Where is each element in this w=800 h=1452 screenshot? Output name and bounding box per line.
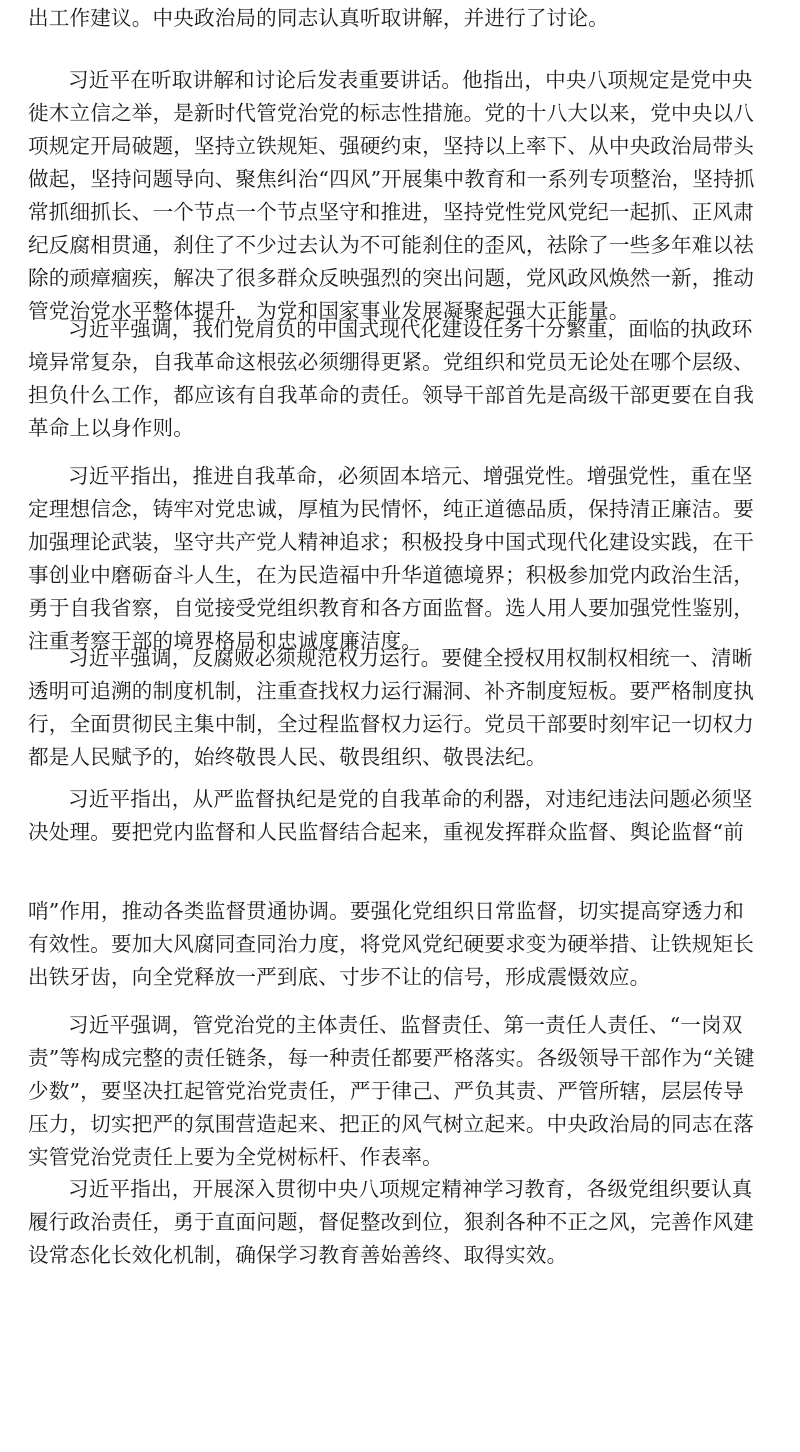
text-line: 习近平指出，从严监督执纪是党的自我革命的利器，对违纪违法问题必须坚: [68, 787, 753, 811]
text-line: 纪反腐相贯通，刹住了不少过去认为不可能刹住的歪风，祛除了一些多年难以祛: [28, 233, 755, 257]
text-line: 习近平在听取讲解和讨论后发表重要讲话。他指出，中央八项规定是党中央: [68, 68, 753, 92]
text-line: 除的顽瘴痼疾，解决了很多群众反映强烈的突出问题，党风政风焕然一新，推动: [28, 266, 755, 290]
text-line: 习近平指出，开展深入贯彻中央八项规定精神学习教育，各级党组织要认真: [68, 1177, 753, 1201]
text-line: 实管党治党责任上要为全党树标杆、作表率。: [28, 1145, 443, 1169]
text-line: 常抓细抓长、一个节点一个节点坚守和推进，坚持党性党风党纪一起抓、正风肃: [28, 200, 755, 224]
article-paragraph: [28, 1009, 778, 1174]
text-line: 都是人民赋予的，始终敬畏人民、敬畏组织、敬畏法纪。: [28, 745, 547, 769]
article-paragraph: [28, 1173, 778, 1272]
article-paragraph: [28, 460, 778, 658]
text-line: 勇于自我省察，自觉接受党组织教育和各方面监督。选人用人要加强党性鉴别，: [28, 596, 755, 620]
text-line: 设常态化长效化机制，确保学习教育善始善终、取得实效。: [28, 1243, 568, 1267]
text-line: 担负什么工作，都应该有自我革命的责任。领导干部首先是高级干部更要在自我: [28, 383, 755, 407]
text-line: 事创业中磨砺奋斗人生，在为民造福中升华道德境界；积极参加党内政治生活，: [28, 563, 755, 587]
text-line: 习近平强调，我们党肩负的中国式现代化建设任务十分繁重，面临的执政环: [68, 317, 753, 341]
text-line: 责”等构成完整的责任链条，每一种责任都要严格落实。各级领导干部作为“关键: [28, 1046, 755, 1070]
text-line: 加强理论武装，坚守共产党人精神追求；积极投身中国式现代化建设实践，在干: [28, 530, 755, 554]
text-line: 境异常复杂，自我革命这根弦必须绷得更紧。党组织和党员无论处在哪个层级、: [28, 350, 755, 374]
text-line: 注重考察干部的境界格局和忠诚度廉洁度。: [28, 629, 423, 653]
text-line: 少数”，要坚决扛起管党治党责任，严于律己、严负其责、严管所辖，层层传导: [28, 1079, 744, 1103]
article-paragraph: [28, 313, 778, 445]
text-line: 革命上以身作则。: [28, 416, 194, 440]
text-line: 出铁牙齿，向全党释放一严到底、寸步不让的信号，形成震慑效应。: [28, 965, 651, 989]
text-line: 管党治党水平整体提升，为党和国家事业发展凝聚起强大正能量。: [28, 299, 630, 323]
text-line: 有效性。要加大风腐同查同治力度，将党风党纪硬要求变为硬举措、让铁规矩长: [28, 932, 755, 956]
text-line: 履行政治责任，勇于直面问题，督促整改到位，狠刹各种不正之风，完善作风建: [28, 1210, 755, 1234]
text-line: 习近平强调，管党治党的主体责任、监督责任、第一责任人责任、“一岗双: [68, 1013, 743, 1037]
text-line: 压力，切实把严的氛围营造起来、把正的风气树立起来。中央政治局的同志在落: [28, 1112, 755, 1136]
article-paragraph: [28, 895, 778, 994]
text-line: 行，全面贯彻民主集中制，全过程监督权力运行。党员干部要时刻牢记一切权力: [28, 712, 755, 736]
article-paragraph: [28, 64, 778, 328]
text-line: 做起，坚持问题导向、聚焦纠治“四风”开展集中教育和一系列专项整治，坚持抓: [28, 167, 755, 191]
text-line: 哨”作用，推动各类监督贯通协调。要强化党组织日常监督，切实提高穿透力和: [28, 899, 744, 923]
text-line: 决处理。要把党内监督和人民监督结合起来，重视发挥群众监督、舆论监督“前: [28, 820, 744, 844]
article-paragraph: [28, 642, 778, 774]
text-line: 习近平指出，推进自我革命，必须固本培元、增强党性。增强党性，重在坚: [68, 464, 753, 488]
text-line: 出工作建议。中央政治局的同志认真听取讲解，并进行了讨论。: [28, 6, 609, 30]
text-line: 习近平强调，反腐败必须规范权力运行。要健全授权用权制权相统一、清晰: [68, 646, 753, 670]
article-paragraph: [28, 2, 778, 35]
text-line: 定理想信念，铸牢对党忠诚，厚植为民情怀，纯正道德品质，保持清正廉洁。要: [28, 497, 755, 521]
article-paragraph: [28, 783, 778, 849]
text-line: 透明可追溯的制度机制，注重查找权力运行漏洞、补齐制度短板。要严格制度执: [28, 679, 755, 703]
text-line: 徙木立信之举，是新时代管党治党的标志性措施。党的十八大以来，党中央以八: [28, 101, 755, 125]
text-line: 项规定开局破题，坚持立铁规矩、强硬约束，坚持以上率下、从中央政治局带头: [28, 134, 755, 158]
